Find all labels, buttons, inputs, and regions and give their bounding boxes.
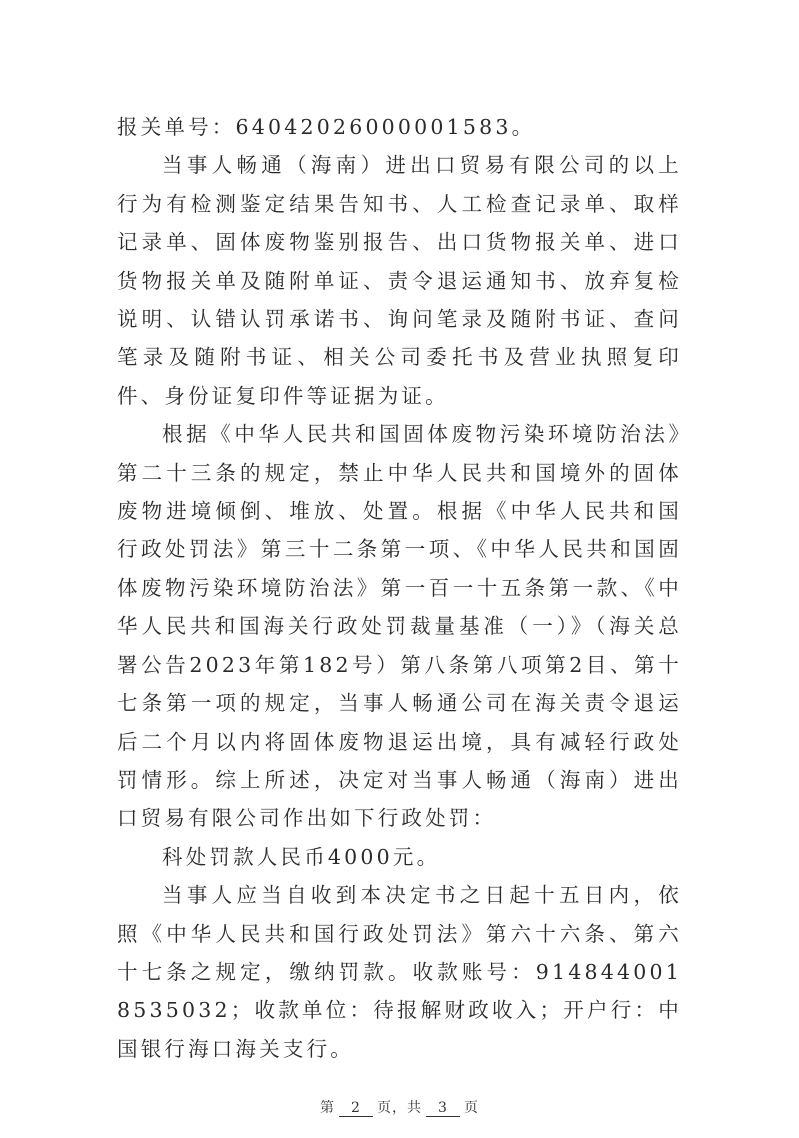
paragraph-evidence: 当事人畅通（海南）进出口贸易有限公司的以上行为有检测鉴定结果告知书、人工检查记录单、取样记录单、固体废物鉴别报告、出口货物报关单、进口货物报关单及随附单证、责令退运通知书、放弃复检说明、认错认罚承诺书、询问笔录及随附书证、查问笔录及随附书证、相关公司委托书及营业执照复印件、身份证复印件等证据为证。: [117, 153, 682, 408]
footer-current-page: 2: [339, 1100, 373, 1117]
paragraph-legal-basis: 根据《中华人民共和国固体废物污染环境防治法》第二十三条的规定，禁止中华人民共和国境外的固体废物进境倾倒、堆放、处置。根据《中华人民共和国行政处罚法》第三十二条第一项、《中华人民共和国固体废物污染环境防治法》第一百一十五条第一款、《中华人民共和国海关行政处罚裁量基准（一）》（海关总署公告2023年第182号）第八条第八项第2目、第十七条第一项的规定，当事人畅通公司在海关责令退运后二个月以内将固体废物退运出境，具有减轻行政处罚情形。综上所述，决定对当事人畅通（海南）进出口贸易有限公司作出如下行政处罚：: [117, 422, 682, 831]
paragraph-payment-instructions: 当事人应当自收到本决定书之日起十五日内，依照《中华人民共和国行政处罚法》第六十六条、第六十七条之规定，缴纳罚款。收款账号：9148440018535032；收款单位：待报解财政收入；开户行：中国银行海口海关支行。: [117, 883, 682, 1061]
page-footer: [0, 1097, 799, 1117]
paragraph-declaration-number: 报关单号：64042026000001583。: [117, 115, 536, 139]
footer-middle: 页，共: [377, 1100, 422, 1116]
footer-suffix: 页: [464, 1100, 479, 1116]
footer-total-pages: 3: [426, 1100, 460, 1117]
paragraph-penalty: 科处罚款人民币4000元。: [162, 844, 441, 869]
document-body: [117, 108, 682, 1068]
footer-prefix: 第: [320, 1100, 335, 1116]
